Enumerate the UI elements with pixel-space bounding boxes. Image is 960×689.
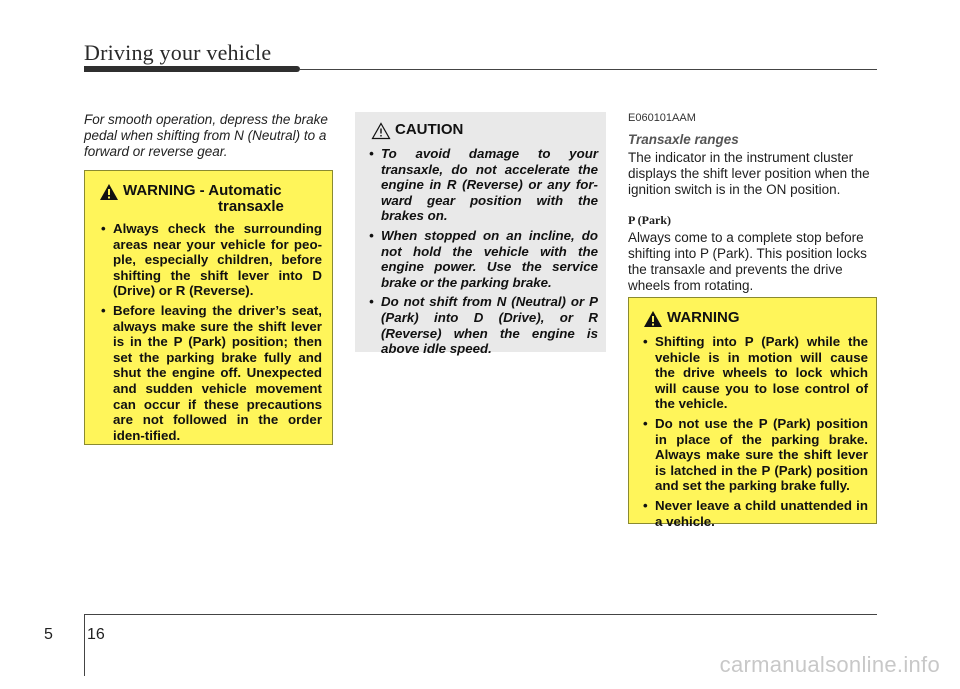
warning-automatic-title: WARNING - Automatic [123, 182, 282, 199]
park-paragraph: Always come to a complete stop before shifting into P (Park). This position locks the transaxle and prevents the drive wheels from rotating. [628, 230, 867, 293]
warning-automatic-transaxle-box [84, 170, 333, 445]
page-number: 16 [87, 626, 105, 643]
caution-triangle-icon [371, 122, 391, 140]
warning-park-box [628, 297, 877, 529]
warning-automatic-heading [95, 183, 322, 215]
caution-item: • To avoid damage to your transaxle, do not accelerate the engine in R (Reverse) or any for-ward gear position with the brakes on. [363, 146, 598, 224]
warning-automatic-item: • Before leaving the driver’s seat, always make sure the shift lever is in the P (Park) position; then set the parking brake fully and shut the engine off. Unexpected and sudden vehicle movement can occur if these precautions are not followed in the order iden-tified. [95, 303, 322, 443]
footer-rule [84, 614, 877, 615]
caution-item: • When stopped on an incline, do not hold the vehicle with the engine power. Use the service brake or the parking brake. [363, 228, 598, 290]
intro-paragraph: For smooth operation, depress the brake pedal when shifting from N (Neutral) to a forward or reverse gear. [84, 112, 328, 159]
warning-automatic-title-cont: transaxle [218, 198, 284, 215]
warning-automatic-item: • Always check the surrounding areas near your vehicle for peo-ple, especially children, before shifting the shift lever into D (Drive) or R (Reverse). [95, 221, 322, 299]
warning-park-item: • Shifting into P (Park) while the vehicle is in motion will cause the drive wheels to lock which will cause you to lose control of the vehicle. [637, 334, 868, 412]
section-title: Driving your vehicle [84, 40, 272, 65]
transaxle-ranges-heading: Transaxle ranges [628, 132, 739, 147]
caution-item: • Do not shift from N (Neutral) or P (Park) into D (Drive), or R (Reverse) when the engine is above idle speed. [363, 294, 598, 356]
section-code: E060101AAM [628, 112, 696, 124]
warning-park-heading [637, 310, 868, 328]
header-rule [300, 69, 877, 70]
caution-heading [363, 122, 598, 140]
watermark: carmanualsonline.info [719, 652, 940, 677]
footer-vertical-rule [84, 614, 85, 676]
warning-triangle-icon [99, 183, 119, 201]
chapter-number: 5 [44, 626, 53, 643]
transaxle-ranges-paragraph: The indicator in the instrument cluster displays the shift lever position when the ignition switch is in the ON position. [628, 150, 870, 197]
warning-park-item: • Do not use the P (Park) position in place of the parking brake. Always make sure the shift lever is latched in the P (Park) position and set the parking brake fully. [637, 416, 868, 494]
caution-title: CAUTION [395, 121, 464, 138]
warning-triangle-icon [643, 310, 663, 328]
right-column [628, 110, 878, 294]
warning-park-item: • Never leave a child unattended in a vehicle. [637, 498, 868, 529]
caution-box [355, 112, 606, 357]
header-bar [84, 66, 300, 72]
warning-park-title: WARNING [667, 309, 740, 326]
park-heading: P (Park) [628, 213, 671, 227]
